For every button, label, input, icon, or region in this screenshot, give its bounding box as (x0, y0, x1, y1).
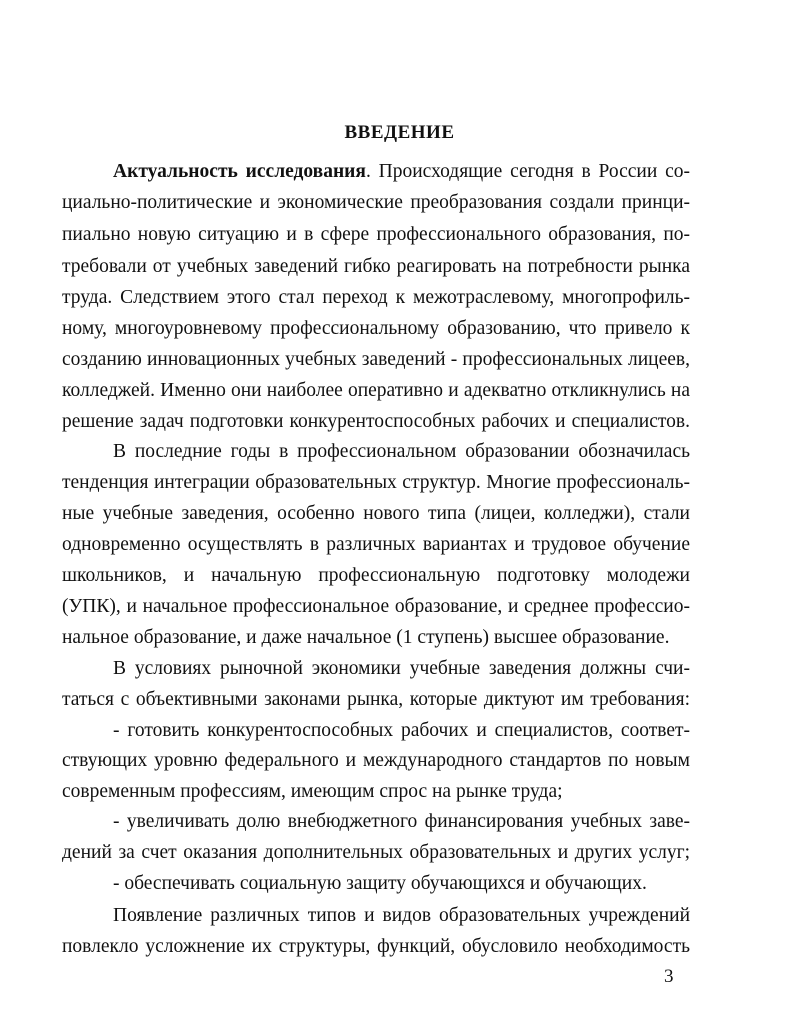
paragraph-3-line: В условиях рыночной экономики учебные заведения должны счи- (113, 658, 690, 679)
paragraph-1-line: решение задач подготовки конкурентоспособных рабочих и специалистов. (62, 411, 690, 432)
page-heading: ВВЕДЕНИЕ (344, 122, 455, 143)
page-number: 3 (664, 966, 674, 987)
paragraph-4-line: Появление различных типов и видов образовательных учреждений (113, 905, 690, 926)
paragraph-1-line: колледжей. Именно они наиболее оперативно и адекватно откликнулись на (62, 380, 690, 401)
list-item-2-line: - увеличивать долю внебюджетного финансирования учебных заве- (113, 811, 690, 832)
paragraph-1-lead: Актуальность исследования (113, 161, 366, 182)
paragraph-2-line: нальное образование, и даже начальное (1 ступень) высшее образование. (62, 627, 670, 648)
paragraph-1-line: ному, многоуровневому профессиональному образованию, что привело к (62, 318, 690, 339)
paragraph-1-line-1 (113, 157, 690, 187)
list-item-3-line: - обеспечивать социальную защиту обучающихся и обучающих. (113, 873, 647, 894)
paragraph-1-line: циально-политические и экономические преобразования создали принци- (62, 192, 690, 213)
paragraph-2-line: школьников, и начальную профессиональную подготовку молодежи (62, 565, 690, 586)
list-item-1-line: ствующих уровню федерального и международного стандартов по новым (62, 750, 690, 771)
paragraph-1-line: пиально новую ситуацию и в сфере профессионального образования, по- (62, 224, 690, 245)
paragraph-1-line: созданию инновационных учебных заведений - профессиональных лицеев, (62, 349, 690, 370)
paragraph-2-line: ные учебные заведения, особенно нового типа (лицеи, колледжи), стали (62, 503, 690, 524)
paragraph-2-line: В последние годы в профессиональном образовании обозначилась (113, 441, 690, 462)
list-item-1-line: современным профессиям, имеющим спрос на рынке труда; (62, 781, 563, 802)
paragraph-4-line: повлекло усложнение их структуры, функций, обусловило необходимость (62, 936, 690, 957)
paragraph-2-line: тенденция интеграции образовательных структур. Многие профессиональ- (62, 472, 690, 493)
paragraph-3-line: таться с объективными законами рынка, которые диктуют им требования: (62, 689, 690, 710)
paragraph-2-line: (УПК), и начальное профессиональное образование, и среднее профессио- (62, 596, 690, 617)
paragraph-1-line: труда. Следствием этого стал переход к межотраслевому, многопрофиль- (62, 287, 690, 308)
paragraph-1-line: требовали от учебных заведений гибко реагировать на потребности рынка (62, 256, 690, 277)
paragraph-2-line: одновременно осуществлять в различных вариантах и трудовое обучение (62, 534, 690, 555)
list-item-2-line: дений за счет оказания дополнительных образовательных и других услуг; (62, 842, 690, 863)
paragraph-1-line-1-rest: . Происходящие сегодня в России со- (365, 161, 690, 182)
list-item-1-line: - готовить конкурентоспособных рабочих и специалистов, соответ- (113, 720, 690, 741)
